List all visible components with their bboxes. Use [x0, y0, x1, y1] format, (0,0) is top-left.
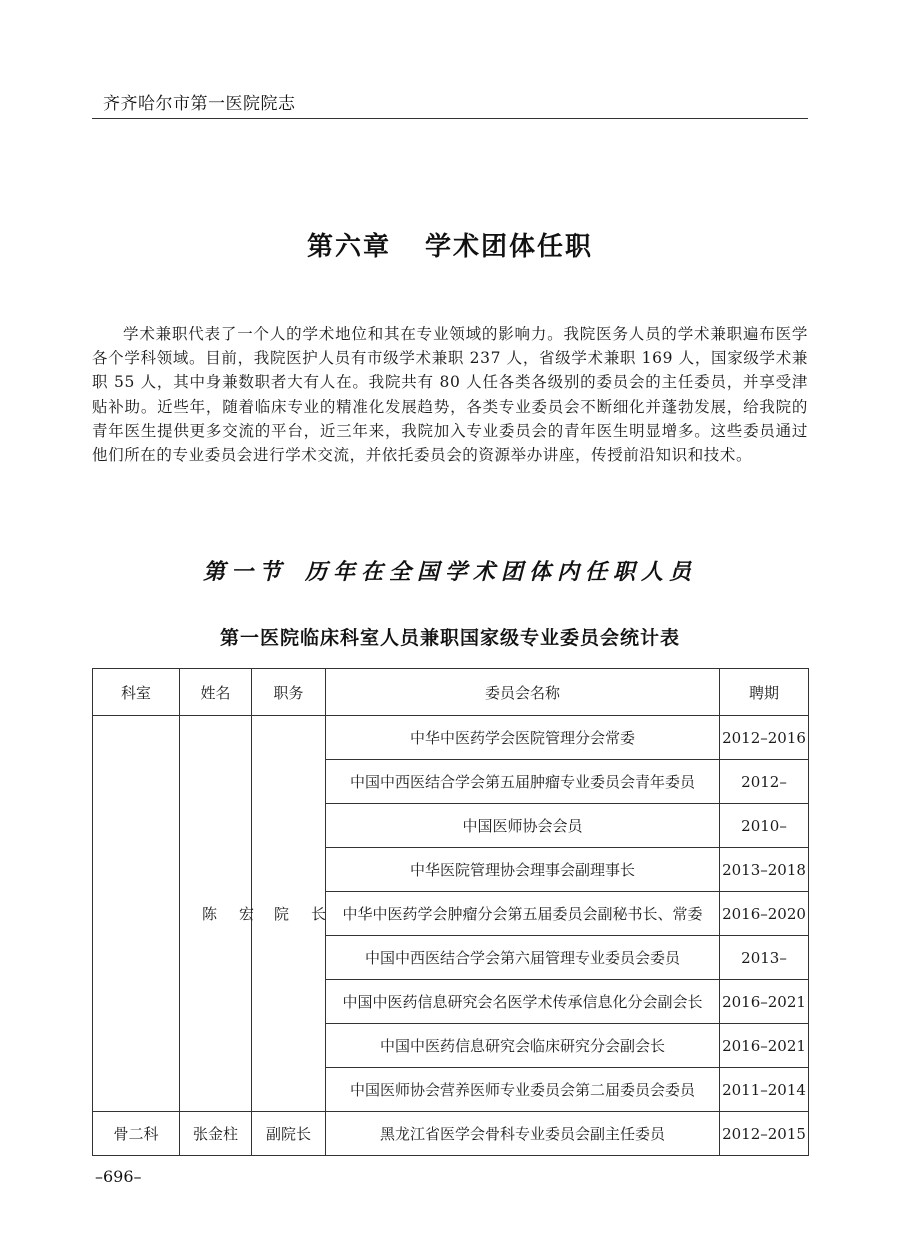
committee-cell: 中国医师协会会员 [326, 804, 720, 848]
term-cell: 2016–2021 [720, 1024, 809, 1068]
name-cell [180, 716, 277, 1112]
term-cell: 2010– [720, 804, 809, 848]
committee-table [92, 668, 809, 1156]
section-name: 历年在全国学术团体内任职人员 [305, 559, 698, 585]
intro-paragraph: 学术兼职代表了一个人的学术地位和其在专业领域的影响力。我院医务人员的学术兼职遍布医学各个学科领域。目前，我院医护人员有市级学术兼职 237 人，省级学术兼职 169 人，国家级学术兼职 55 人，其中身兼数职者大有人在。我院共有 80 人任各类各级别的委员会的主任委员，并享受津贴补助。近些年，随着临床专业的精准化发展趋势，各类专业委员会不断细化并蓬勃发展，给我院的青年医生提供更多交流的平台，近三年来，我院加入专业委员会的青年医生明显增多。这些委员通过他们所在的专业委员会进行学术交流，并依托委员会的资源举办讲座，传授前沿知识和技术。 [92, 325, 808, 465]
position-cell [252, 716, 349, 1112]
term-cell: 2013– [720, 936, 809, 980]
term-cell: 2012– [720, 760, 809, 804]
header-rule [92, 118, 808, 119]
table-row [93, 1112, 809, 1156]
running-head-book-title: 齐齐哈尔市第一医院院志 [103, 94, 296, 114]
dept-cell [93, 716, 180, 1112]
page-number: –696– [95, 1167, 142, 1186]
header-committee: 委员会名称 [326, 669, 720, 716]
committee-cell: 黑龙江省医学会骨科专业委员会副主任委员 [326, 1112, 720, 1156]
term-cell: 2016–2021 [720, 980, 809, 1024]
section-number: 第一节 [202, 559, 287, 585]
name-cell: 张金柱 [180, 1112, 252, 1156]
chapter-title [0, 226, 900, 263]
header-position: 职务 [252, 669, 326, 716]
header-dept: 科室 [93, 669, 180, 716]
member-position: 院长 [274, 905, 349, 923]
committee-cell: 中国中医药信息研究会名医学术传承信息化分会副会长 [326, 980, 720, 1024]
committee-cell: 中国中西医结合学会第六届管理专业委员会委员 [326, 936, 720, 980]
member-name: 陈宏 [202, 905, 277, 923]
chapter-number: 第六章 [306, 232, 391, 262]
committee-cell: 中华中医药学会肿瘤分会第五届委员会副秘书长、常委 [326, 892, 720, 936]
header-term: 聘期 [720, 669, 809, 716]
table-row [93, 716, 809, 760]
header-name: 姓名 [180, 669, 252, 716]
position-cell: 副院长 [252, 1112, 326, 1156]
term-cell: 2012–2015 [720, 1112, 809, 1156]
term-cell: 2016–2020 [720, 892, 809, 936]
committee-cell: 中华中医药学会医院管理分会常委 [326, 716, 720, 760]
table-header-row [93, 669, 809, 716]
term-cell: 2011–2014 [720, 1068, 809, 1112]
committee-cell: 中国中西医结合学会第五届肿瘤专业委员会青年委员 [326, 760, 720, 804]
term-cell: 2013–2018 [720, 848, 809, 892]
section-title [0, 555, 900, 586]
chapter-name: 学术团体任职 [425, 232, 594, 262]
committee-cell: 中国医师协会营养医师专业委员会第二届委员会委员 [326, 1068, 720, 1112]
committee-cell: 中华医院管理协会理事会副理事长 [326, 848, 720, 892]
term-cell: 2012–2016 [720, 716, 809, 760]
table-caption: 第一医院临床科室人员兼职国家级专业委员会统计表 [219, 627, 680, 649]
committee-cell: 中国中医药信息研究会临床研究分会副会长 [326, 1024, 720, 1068]
dept-cell: 骨二科 [93, 1112, 180, 1156]
